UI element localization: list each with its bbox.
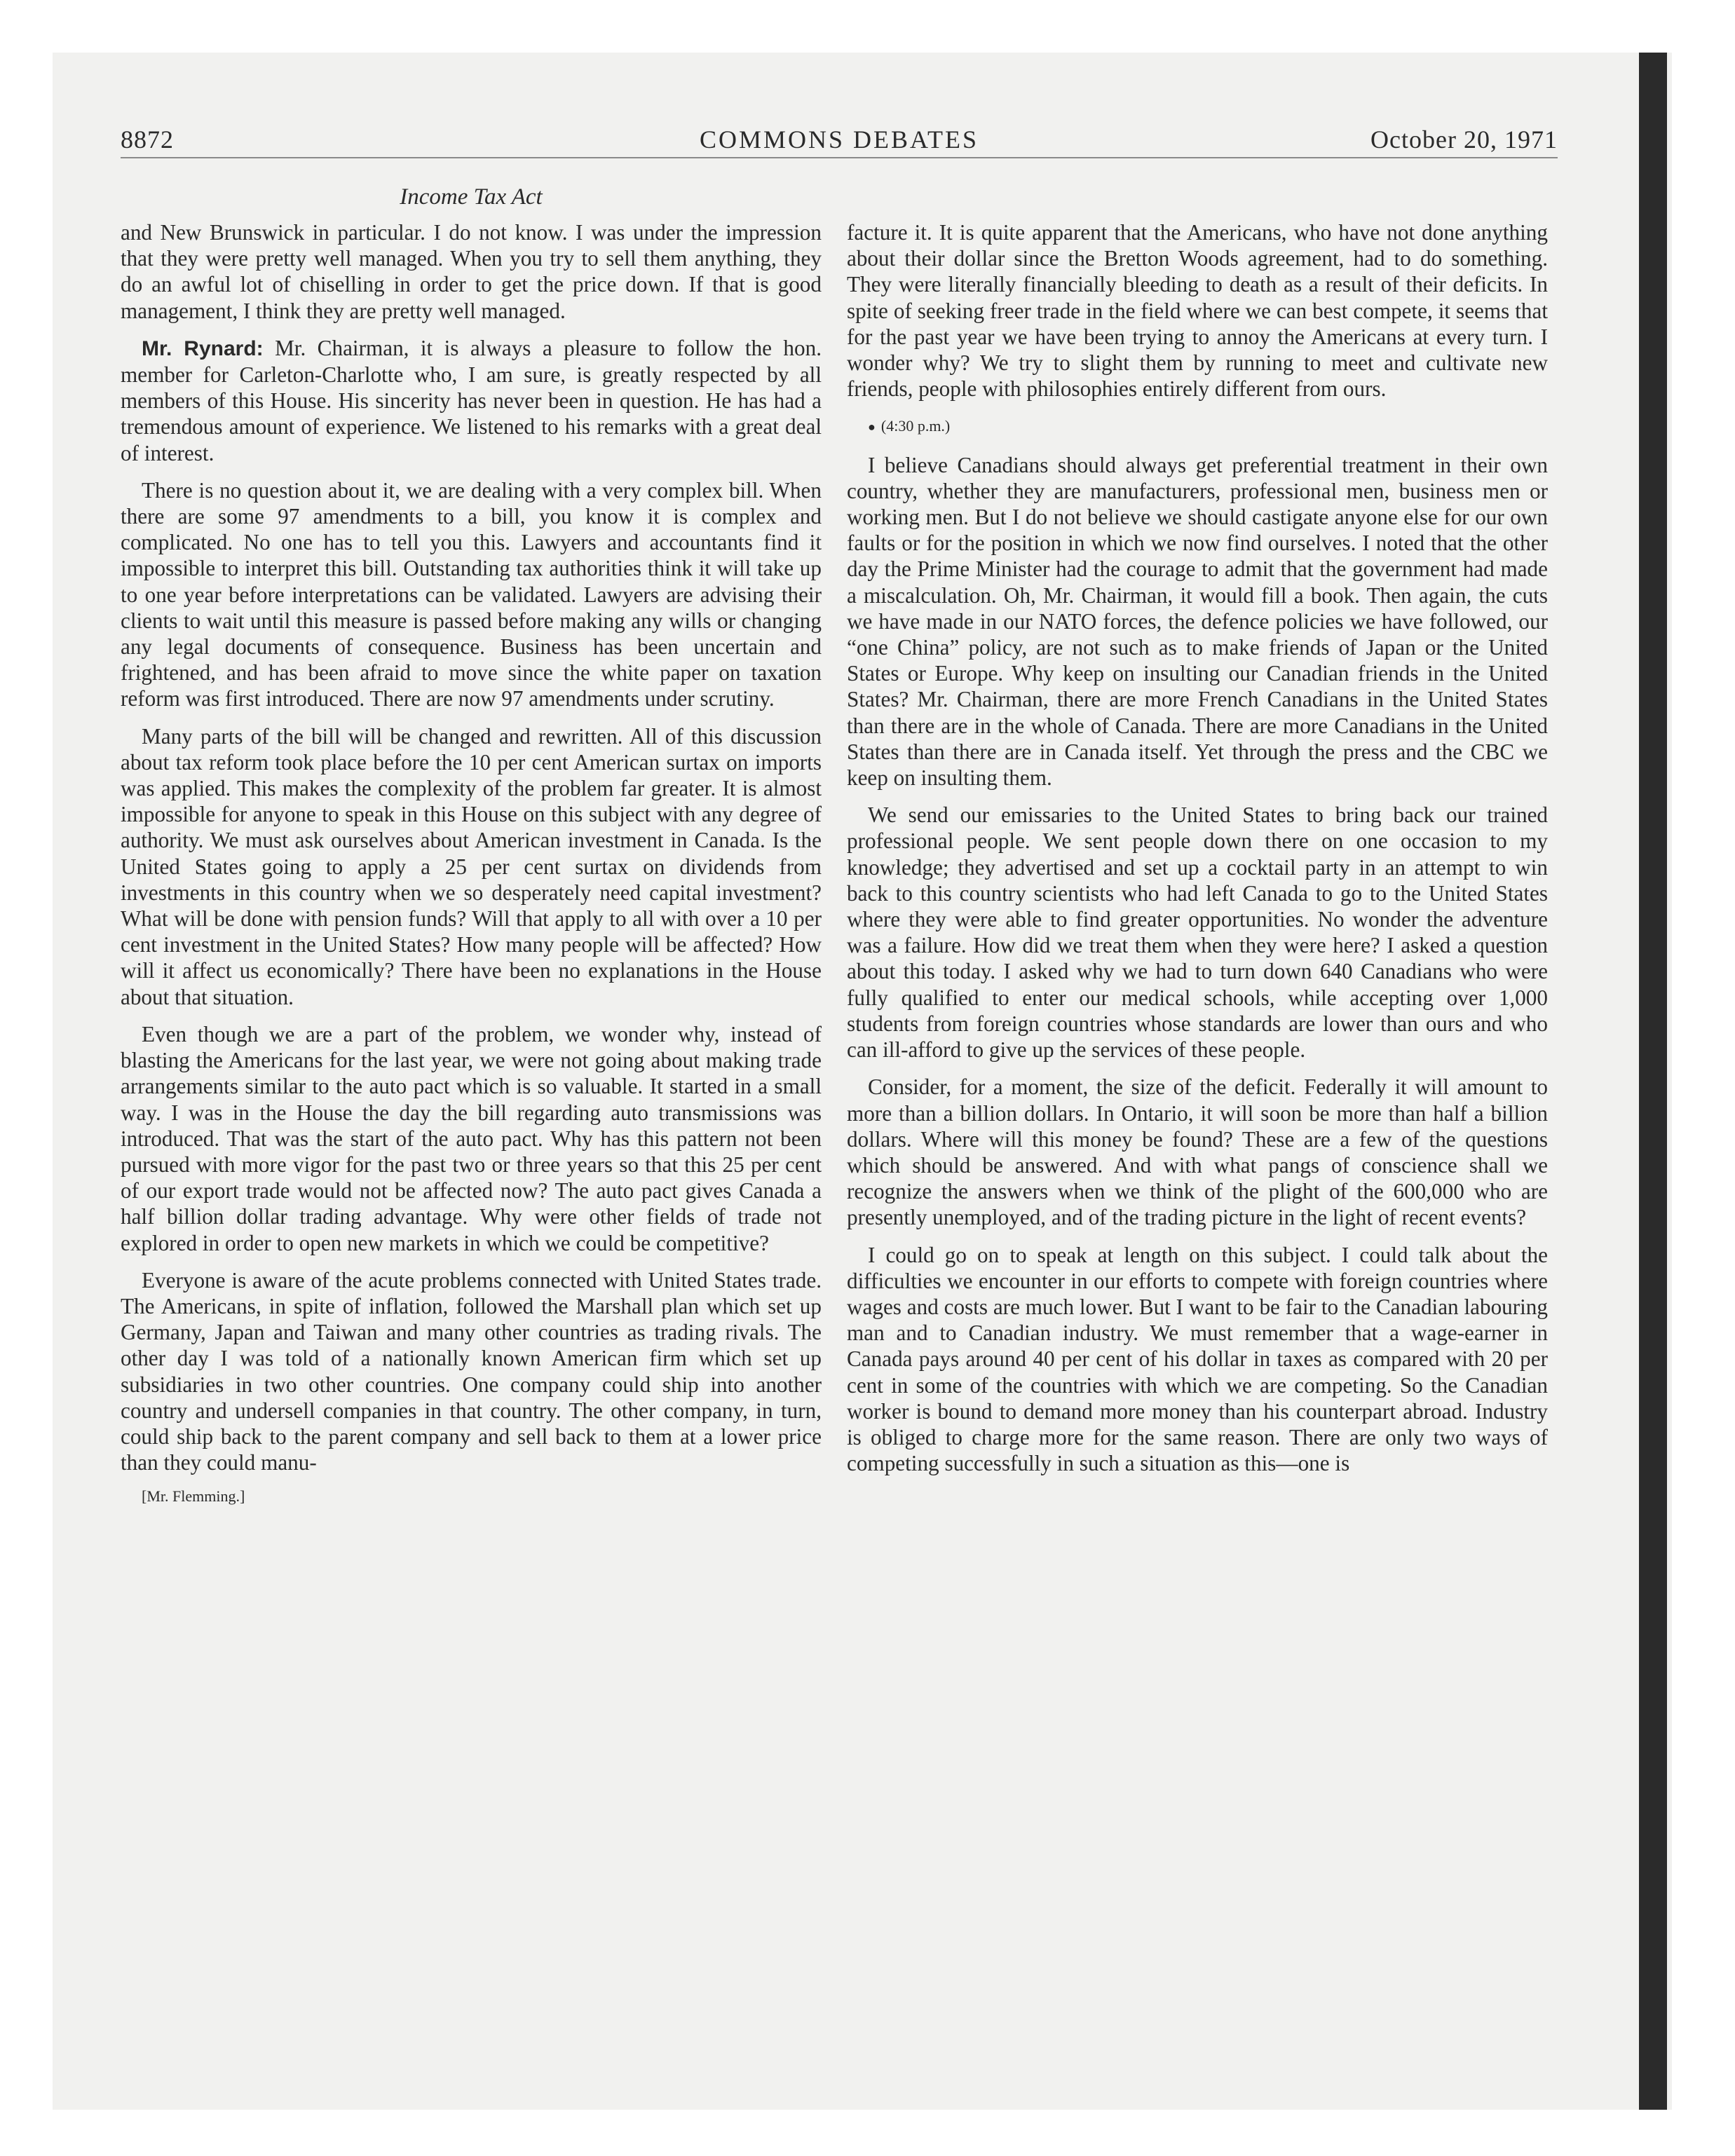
speech-paragraph (121, 335, 822, 466)
timestamp-text: (4:30 p.m.) (880, 417, 951, 435)
paragraph: I believe Canadians should always get preferential treatment in their own country, whether they are manufacturers, professional men, business men or working men. But I do not believe we should castigate anyone else for our own faults or for the position in which we now find ourselves. I noted that the other day the Prime Minister had the courage to admit that the government had made a miscalculation. Oh, Mr. Chairman, it would fill a book. Then again, the cuts we have made in our NATO forces, the defence policies we have followed, our “one China” policy, are not such as to make friends of Japan or the United States or Europe. Why keep on insulting our Canadian friends in the United States? Mr. Chairman, there are more French Canadians in the United States than there are in the whole of Canada. There are more Canadians in the United States than there are in Canada itself. Yet through the press and the CBC we keep on insulting them. (847, 452, 1548, 791)
paragraph: We send our emissaries to the United States to bring back our trained professional people. We sent people down there on one occasion to my knowledge; they advertised and set up a cocktail party in an attempt to win back to this country scientists who had left Canada to go to the United States where they were able to find greater opportunities. No wonder the adventure was a failure. How did we treat them when they were here? I asked a question about this today. I asked why we had to turn down 640 Canadians who were fully qualified to enter our medical schools, while accepting over 1,000 students from foreign countries whose standards are lower than ours and who can ill-afford to give up the services of these people. (847, 803, 1548, 1063)
publication-title: COMMONS DEBATES (699, 125, 979, 153)
paragraph: and New Brunswick in particular. I do not know. I was under the impression that they were pretty well managed. When you try to sell them anything, they do an awful lot of chiselling in order to get the price down. If that is good management, I think they are pretty well managed. (121, 220, 822, 323)
paragraph: Consider, for a moment, the size of the deficit. Federally it will amount to more than a billion dollars. In Ontario, it will soon be more than half a billion dollars. Where will this money be found? These are a few of the questions which should be answered. And with what pangs of conscience shall we recognize the answers when we think of the plight of the 600,000 who are presently unemployed, and of the trading picture in the light of recent events? (847, 1074, 1548, 1230)
publication-date: October 20, 1971 (1370, 125, 1558, 153)
left-column (121, 219, 822, 1517)
paragraph: Everyone is aware of the acute problems connected with United States trade. The Americans, in spite of inflation, followed the Marshall plan which set up Germany, Japan and Taiwan and many other countries as trading rivals. The other day I was told of a nationally known American firm which set up subsidiaries in two other countries. One company could ship into another country and undersell companies in that country. The other company, in turn, could ship back to the parent company and sell back to them at a lower price than they could manu- (121, 1267, 822, 1475)
timestamp-marker (847, 413, 1548, 440)
bullet-icon: ● (868, 420, 876, 435)
running-head: Income Tax Act (400, 184, 543, 210)
page-number: 8872 (121, 125, 174, 153)
speaker-name: Mr. Rynard: (142, 336, 264, 360)
speech-text: Mr. Chairman, it is always a pleasure to follow the hon. member for Carleton-Charlotte who, I am sure, is greatly respected by all members of this House. His sincerity has never been in question. He has had a tremendous amount of experience. We listened to his remarks with a great deal of interest. (121, 335, 822, 465)
paragraph: Even though we are a part of the problem, we wonder why, instead of blasting the Americans for the last year, we were not going about making trade arrangements similar to the auto pact which is so valuable. It started in a small way. I was in the House the day the bill regarding auto transmissions was introduced. That was the start of the auto pact. Why has this pattern not been pursued with more vigor for the past two or three years so that this 25 per cent of our export trade would not be affected now? The auto pact gives Canada a half billion dollar trading advantage. Why were other fields of trade not explored in order to open new markets in which we could be competitive? (121, 1021, 822, 1255)
paragraph: There is no question about it, we are dealing with a very complex bill. When there are some 97 amendments to a bill, you know it is complex and complicated. No one has to tell you this. Lawyers and accountants find it impossible to interpret this bill. Outstanding tax authorities think it will take up to one year before interpretations can be validated. Lawyers are advising their clients to wait until this measure is passed before making any wills or changing any legal documents of consequence. Business has been uncertain and frightened, and has been afraid to move since the white paper on taxation reform was first introduced. There are now 97 amendments under scrutiny. (121, 477, 822, 711)
paragraph: Many parts of the bill will be changed and rewritten. All of this discussion about tax reform took place before the 10 per cent American surtax on imports was applied. This makes the complexity of the problem far greater. It is almost impossible for anyone to speak in this House on this subject with any degree of authority. We must ask ourselves about American investment in Canada. Is the United States going to apply a 25 per cent surtax on dividends from investments in this country when we so desperately need capital investment? What will be done with pension funds? Will that apply to all with over a 10 per cent investment in the United States? How many people will be affected? How will it affect us economically? There have been no explanations in the House about that situation. (121, 723, 822, 1009)
paragraph: facture it. It is quite apparent that the Americans, who have not done anything about their dollar since the Bretton Woods agreement, had to do something. They were literally financially bleeding to death as a result of their deficits. In spite of seeking freer trade in the field where we can best compete, it seems that for the past year we have been trying to annoy the Americans at every turn. I wonder why? We try to slight them by running to meet and cultivate new friends, people with philosophies entirely different from ours. (847, 220, 1548, 402)
speaker-footnote: [Mr. Flemming.] (142, 1487, 245, 1506)
paragraph: I could go on to speak at length on this subject. I could talk about the difficulties we encounter in our efforts to compete with foreign countries where wages and costs are much lower. But I want to be fair to the Canadian labouring man and to Canadian industry. We must remember that a wage-earner in Canada pays around 40 per cent of his dollar in taxes as compared with 20 per cent in some of the countries with which we are competing. So the Canadian worker is bound to demand more money than his counterpart abroad. Industry is obliged to charge more for the same reason. There are only two ways of competing successfully in such a situation as this—one is (847, 1242, 1548, 1476)
right-column (847, 219, 1548, 1487)
scan-edge-shadow (1639, 53, 1667, 2110)
page-header (121, 125, 1558, 158)
